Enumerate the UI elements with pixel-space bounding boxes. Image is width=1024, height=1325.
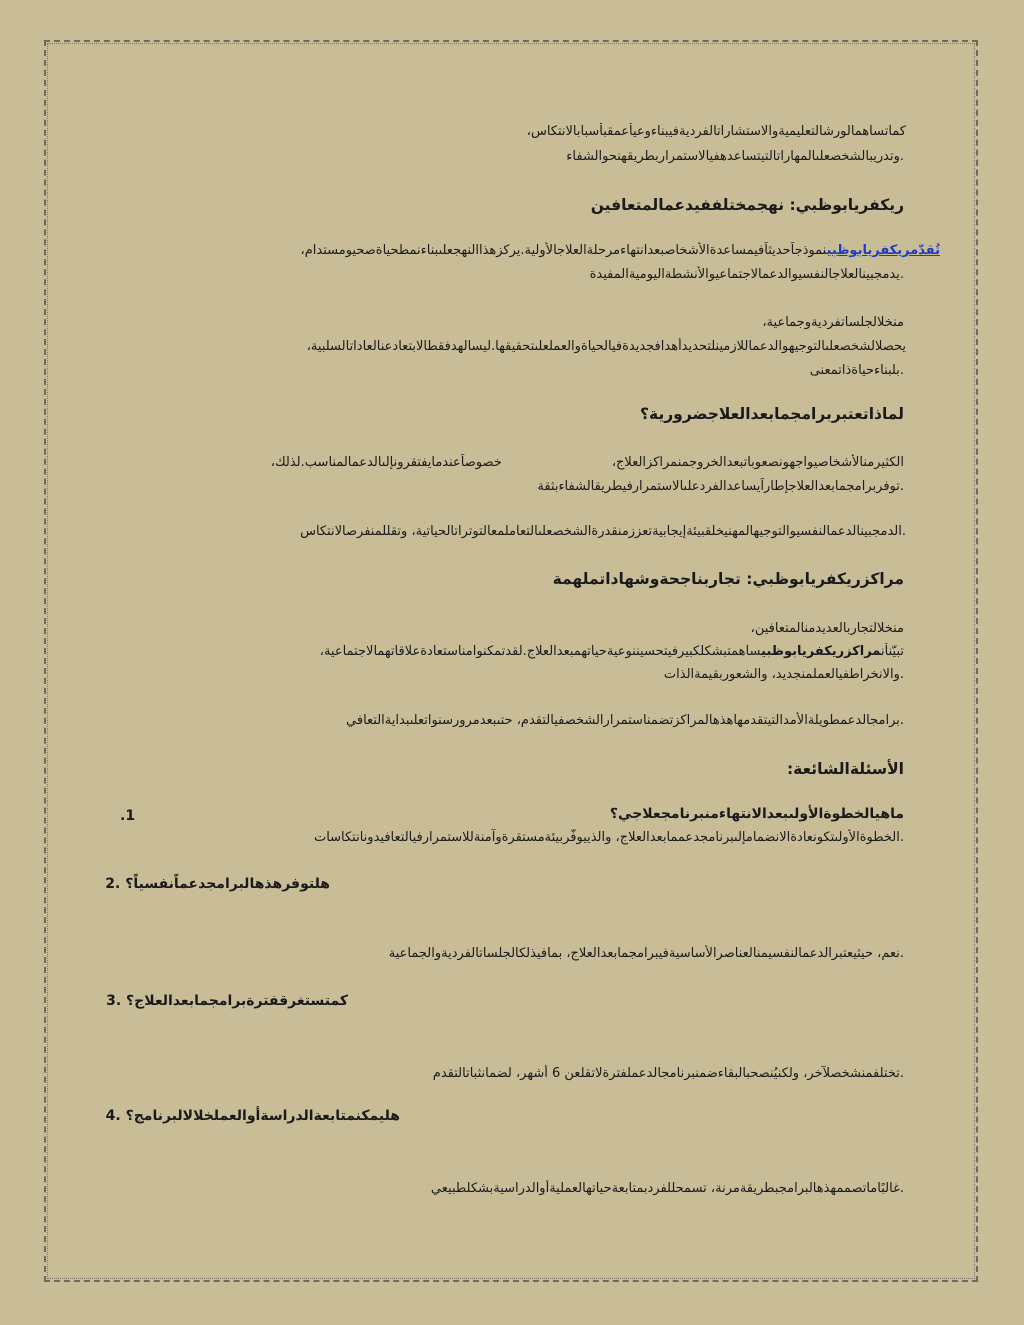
- faq-answer: .تختلفمنشخصلآخر، ولكنيُنصحبالبقاءضمنبرنامجالدعملفترةلاتقلعن 6 أشهر، لضمانثباتالتقدم: [432, 1066, 904, 1081]
- paragraph-line: يحصلالشخصعلىالتوجيهوالدعماللازمينلتحديدأهدافجديدةفيالحياةوالعملعلىتحقيقها.ليسالهدفقطالابتعادعنالعاداتالسلبية،: [306, 339, 906, 354]
- faq-question: [106, 1108, 400, 1124]
- faq-question-text: هلتوفرهذهالبرامجدعماًنفسياً؟ .2: [105, 876, 330, 892]
- paragraph-line: .يدمجبينالعلاجالنفسيوالدعمالاجتماعيوالأنشطةاليوميةالمفيدة: [589, 267, 904, 282]
- faq-question: [105, 876, 330, 892]
- document-body: [105, 0, 940, 1325]
- paragraph-line: منخلالجلساتفرديةوجماعية،: [762, 315, 904, 330]
- section-heading: الأسئلةالشائعة:: [786, 760, 904, 778]
- section-heading: لماذاتعتبربرامجمابعدالعلاجضرورية؟: [640, 405, 904, 423]
- recovery-link[interactable]: تُقدّمريكفريابوظبي: [826, 243, 940, 258]
- paragraph-text: خصوصاًعندمايفتقرونإلىالدعمالمناسب.لذلك،: [270, 455, 502, 470]
- paragraph-text: نموذجاًحديثاًفيمساعدةالأشخاصبعدانتهاءمرحلةالعلاجالأولية.يركزهذاالنهجعلىبناءنمطحياةصحيومستدام،: [300, 243, 827, 258]
- faq-question-text: كمتستغرقفترةبرامجمابعدالعلاج؟ .3: [106, 993, 348, 1009]
- faq-question: [106, 993, 348, 1009]
- faq-number: 1.: [120, 808, 136, 824]
- section-heading: ريكفريابوظبي: نهجمختلففيدعمالمتعافين: [590, 196, 904, 214]
- paragraph-line: منخلالتجاربالعديدمنالمتعافين،: [750, 621, 904, 636]
- paragraph-text: الكثيرمنالأشخاصيواجهونصعوباتبعدالخروجمنمراكزالعلاج،: [611, 455, 904, 470]
- section-heading: مراكزريكفريابوظبي: تجاربناجحةوشهاداتملهمة: [552, 570, 904, 588]
- paragraph-line: .برامجالدعمطويلةالأمدالتيتقدمهاهذهالمراكزتضمناستمرارالشخصفيالتقدم، حتىبعدمرورسنواتعلىبدايةالتعافي: [346, 713, 904, 728]
- paragraph-bold-text: مراكزريكفريابوظبي: [761, 644, 882, 659]
- paragraph-line: .وتدريبالشخصعلىالمهاراتالتيتساعدهفيالاستمراربطريقهنحوالشفاء: [566, 149, 904, 164]
- paragraph-line: [120, 242, 940, 260]
- paragraph-line: .توفربرامجمابعدالعلاجإطاراًيساعدالفردعلىالاستمرارفيطريقالشفاءبثقة: [537, 479, 904, 494]
- faq-question-text: هليمكنمتابعةالدراسةأوالعملخلالالبرنامج؟ .4: [105, 1108, 400, 1124]
- faq-answer: .غالبًاماتصممهذهالبرامجبطريقةمرنة، تسمحللفردبمتابعةحياتهالعمليةأوالدراسيةبشكلطبيعي: [430, 1181, 904, 1196]
- paragraph-line: كماتساهمالورشالتعليميةوالاستشاراتالفرديةفيبناءوعيأعمقبأسبابالانتكاس،: [526, 124, 906, 139]
- faq-answer: .نعم، حيثيعتبرالدعمالنفسيمنالعناصرالأساسيةفيبرامجمابعدالعلاج، بمافيذلكالجلساتالفرديةوالجماعية: [388, 946, 904, 961]
- paragraph-text: تبيّنأن: [881, 644, 904, 659]
- paragraph-line: [120, 643, 904, 661]
- faq-answer: .الخطوةالأولىتكونعادةالانضمامإلىبرنامجدعممابعدالعلاج، والذييوفّربيئةمستقرةوآمنةللاستمرارفيالتعافيدونانتكاسات: [313, 830, 904, 845]
- paragraph-line: .الدمجبينالدعمالنفسيوالتوجيهالمهنيخلقبيئةإيجابيةتعززمنقدرةالشخصعلىالتعاملمعالتوتراتالحياتية، وتقللمنفرصالانتكاس: [300, 524, 906, 539]
- paragraph-line: [120, 454, 904, 472]
- faq-question: ماهيالخطوةالأولىبعدالانتهاءمنبرنامجعلاجي؟: [609, 806, 904, 822]
- paragraph-line: .والانخراطفيالعملمنجديد، والشعوربقيمةالذات: [663, 667, 904, 682]
- paragraph-line: .بلبناءحياةذاتمعنى: [809, 363, 904, 378]
- paragraph-text: ساهمتبشكلكبيرفيتحسيننوعيةحياتهمبعدالعلاج.لقدتمكنوامناستعادةعلاقاتهمالاجتماعية،: [319, 644, 762, 659]
